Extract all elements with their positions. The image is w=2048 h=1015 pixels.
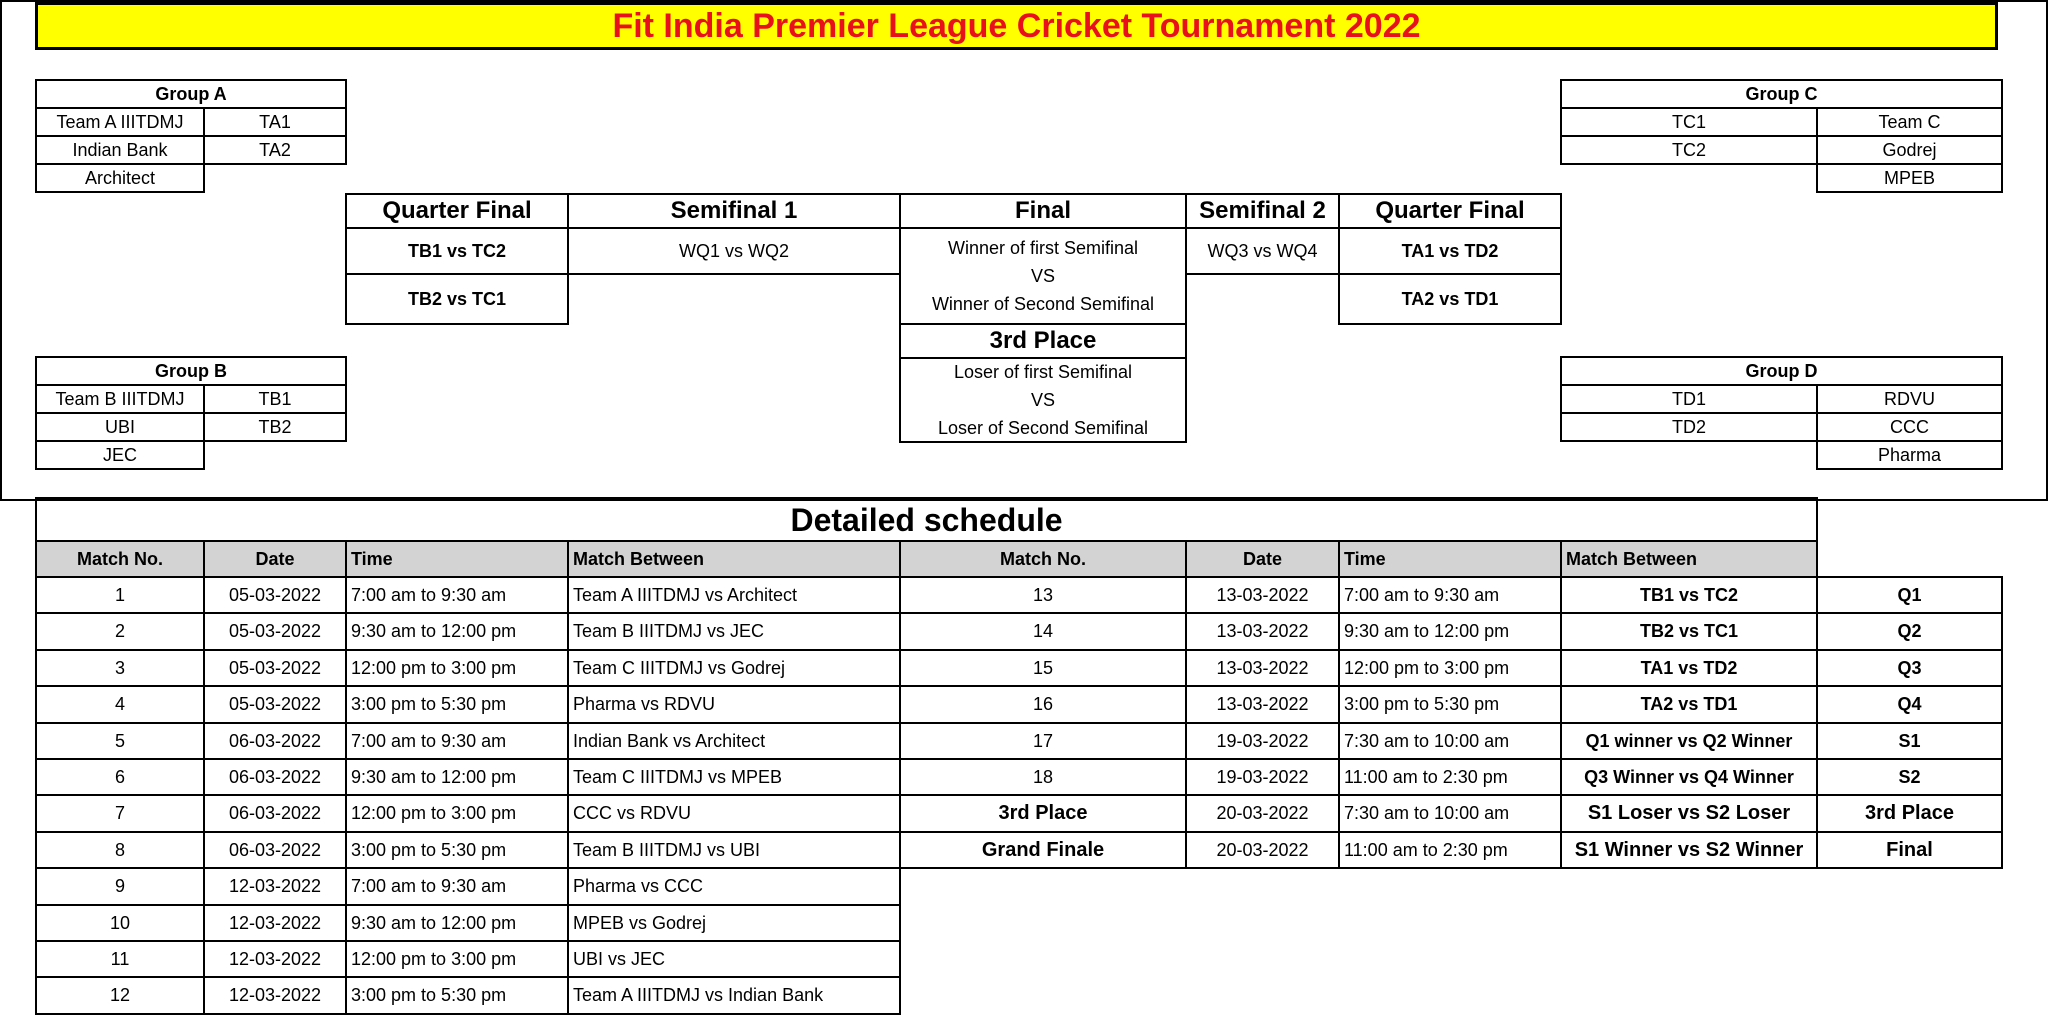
schedule-row-right: 13 [899,576,1187,614]
group-b-team: JEC [35,440,205,470]
third-place-detail-line1: Loser of first Semifinal [953,362,1133,382]
schedule-row-right: Q3 [1816,649,2003,687]
schedule-row-left: MPEB vs Godrej [567,904,901,942]
quarter-final-left-match-1: TB1 vs TC2 [345,227,569,275]
schedule-row-left: 3:00 pm to 5:30 pm [345,831,569,869]
final-detail-line3: Winner of Second Semifinal [931,294,1155,314]
schedule-row-right: 13-03-2022 [1185,576,1340,614]
third-place-detail-line2: VS [1030,390,1055,410]
schedule-row-right: 18 [899,758,1187,796]
schedule-row-left: 11 [35,940,205,978]
schedule-row-right: 7:30 am to 10:00 am [1338,794,1562,833]
schedule-row-right: Q1 [1816,576,2003,614]
group-a-code: TA1 [203,107,347,137]
quarter-final-right-title: Quarter Final [1338,193,1562,229]
schedule-row-right: S1 Winner vs S2 Winner [1560,831,1818,869]
schedule-row-left: Team C IIITDMJ vs MPEB [567,758,901,796]
schedule-row-right: 13-03-2022 [1185,685,1340,724]
group-b-team: UBI [35,412,205,442]
schedule-row-left: 12-03-2022 [203,904,347,942]
group-d-team: TD1 [1560,384,1818,414]
group-c-team: TC2 [1560,135,1818,165]
schedule-row-right: TA2 vs TD1 [1560,685,1818,724]
schedule-row-left: 10 [35,904,205,942]
schedule-row-left: Team B IIITDMJ vs UBI [567,831,901,869]
schedule-row-right: S2 [1816,758,2003,796]
schedule-row-left: 9:30 am to 12:00 pm [345,758,569,796]
schedule-row-left: 3:00 pm to 5:30 pm [345,976,569,1015]
semifinal-2-title: Semifinal 2 [1185,193,1340,229]
schedule-row-left: 06-03-2022 [203,794,347,833]
schedule-row-left: 7:00 am to 9:30 am [345,867,569,906]
schedule-row-left: Indian Bank vs Architect [567,722,901,760]
group-d-code: Pharma [1816,440,2003,470]
schedule-row-right: 19-03-2022 [1185,758,1340,796]
schedule-row-left: Pharma vs RDVU [567,685,901,724]
schedule-row-left: 9 [35,867,205,906]
schedule-row-right: 13-03-2022 [1185,649,1340,687]
quarter-final-right-match-2: TA2 vs TD1 [1338,273,1562,325]
schedule-row-right: Q4 [1816,685,2003,724]
schedule-row-left: 12:00 pm to 3:00 pm [345,794,569,833]
schedule-row-left: 3 [35,649,205,687]
schedule-row-right: Q1 winner vs Q2 Winner [1560,722,1818,760]
schedule-row-left: 12-03-2022 [203,940,347,978]
schedule-row-right: 12:00 pm to 3:00 pm [1338,649,1562,687]
group-a-code: TA2 [203,135,347,165]
schedule-row-left: 06-03-2022 [203,758,347,796]
group-b-team: Team B IIITDMJ [35,384,205,414]
group-c-code: Team C [1816,107,2003,137]
schedule-row-left: 6 [35,758,205,796]
page-title: Fit India Premier League Cricket Tournament 2022 [35,2,1998,50]
schedule-row-left: 05-03-2022 [203,612,347,651]
schedule-row-left: 9:30 am to 12:00 pm [345,612,569,651]
schedule-header: Match Between [1560,540,1818,578]
schedule-row-right: 19-03-2022 [1185,722,1340,760]
group-d-title: Group D [1560,356,2003,386]
schedule-row-right: 7:30 am to 10:00 am [1338,722,1562,760]
schedule-row-right: Q3 Winner vs Q4 Winner [1560,758,1818,796]
schedule-row-right: Final [1816,831,2003,869]
schedule-row-left: 12-03-2022 [203,867,347,906]
schedule-row-left: 1 [35,576,205,614]
group-b-code: TB2 [203,412,347,442]
group-a-team: Architect [35,163,205,193]
schedule-header: Match Between [567,540,901,578]
schedule-title: Detailed schedule [35,497,1818,542]
schedule-header: Time [1338,540,1562,578]
schedule-row-left: 7:00 am to 9:30 am [345,576,569,614]
schedule-row-right: 7:00 am to 9:30 am [1338,576,1562,614]
group-b-code: TB1 [203,384,347,414]
schedule-row-right: 13-03-2022 [1185,612,1340,651]
group-a-title: Group A [35,79,347,109]
group-c-code: MPEB [1816,163,2003,193]
schedule-row-right: 20-03-2022 [1185,794,1340,833]
schedule-row-right: 11:00 am to 2:30 pm [1338,758,1562,796]
schedule-header: Time [345,540,569,578]
final-detail [899,227,1187,325]
schedule-row-right: 17 [899,722,1187,760]
schedule-row-left: 9:30 am to 12:00 pm [345,904,569,942]
schedule-row-left: 12:00 pm to 3:00 pm [345,940,569,978]
group-b-title: Group B [35,356,347,386]
quarter-final-left-title: Quarter Final [345,193,569,229]
schedule-row-left: Pharma vs CCC [567,867,901,906]
schedule-row-right: Grand Finale [899,831,1187,869]
group-c-code: Godrej [1816,135,2003,165]
schedule-row-right: 20-03-2022 [1185,831,1340,869]
schedule-row-left: 5 [35,722,205,760]
schedule-row-right: 9:30 am to 12:00 pm [1338,612,1562,651]
schedule-row-right: S1 Loser vs S2 Loser [1560,794,1818,833]
schedule-row-right: 14 [899,612,1187,651]
semifinal-1-match: WQ1 vs WQ2 [567,227,901,275]
schedule-row-left: 7:00 am to 9:30 am [345,722,569,760]
schedule-row-right: 3:00 pm to 5:30 pm [1338,685,1562,724]
schedule-row-right: TA1 vs TD2 [1560,649,1818,687]
group-a-team: Indian Bank [35,135,205,165]
schedule-row-left: 3:00 pm to 5:30 pm [345,685,569,724]
group-c-title: Group C [1560,79,2003,109]
schedule-row-right: S1 [1816,722,2003,760]
schedule-row-right: 15 [899,649,1187,687]
schedule-row-left: 7 [35,794,205,833]
schedule-row-left: 05-03-2022 [203,685,347,724]
schedule-row-right: 16 [899,685,1187,724]
schedule-row-left: 4 [35,685,205,724]
schedule-row-right: 11:00 am to 2:30 pm [1338,831,1562,869]
final-detail-line1: Winner of first Semifinal [947,238,1139,258]
schedule-row-left: Team A IIITDMJ vs Indian Bank [567,976,901,1015]
schedule-row-left: 12 [35,976,205,1015]
group-c-team: TC1 [1560,107,1818,137]
final-title: Final [899,193,1187,229]
schedule-row-left: 06-03-2022 [203,831,347,869]
schedule-row-left: 12:00 pm to 3:00 pm [345,649,569,687]
schedule-row-left: 12-03-2022 [203,976,347,1015]
final-detail-line2: VS [1030,266,1055,286]
schedule-row-left: 05-03-2022 [203,576,347,614]
group-d-code: CCC [1816,412,2003,442]
schedule-header: Date [1185,540,1340,578]
schedule-row-left: Team A IIITDMJ vs Architect [567,576,901,614]
schedule-header: Match No. [899,540,1187,578]
semifinal-2-match: WQ3 vs WQ4 [1185,227,1340,275]
quarter-final-right-match-1: TA1 vs TD2 [1338,227,1562,275]
quarter-final-left-match-2: TB2 vs TC1 [345,273,569,325]
schedule-row-left: 8 [35,831,205,869]
schedule-row-left: CCC vs RDVU [567,794,901,833]
schedule-row-left: 06-03-2022 [203,722,347,760]
schedule-row-left: Team B IIITDMJ vs JEC [567,612,901,651]
schedule-row-right: TB2 vs TC1 [1560,612,1818,651]
schedule-header: Date [203,540,347,578]
third-place-title: 3rd Place [899,323,1187,359]
group-a-team: Team A IIITDMJ [35,107,205,137]
schedule-row-left: Team C IIITDMJ vs Godrej [567,649,901,687]
schedule-row-right: 3rd Place [899,794,1187,833]
schedule-row-left: UBI vs JEC [567,940,901,978]
semifinal-1-title: Semifinal 1 [567,193,901,229]
schedule-row-left: 2 [35,612,205,651]
group-d-team: TD2 [1560,412,1818,442]
third-place-detail [899,357,1187,443]
schedule-header: Match No. [35,540,205,578]
schedule-row-left: 05-03-2022 [203,649,347,687]
schedule-row-right: TB1 vs TC2 [1560,576,1818,614]
group-d-code: RDVU [1816,384,2003,414]
schedule-row-right: Q2 [1816,612,2003,651]
third-place-detail-line3: Loser of Second Semifinal [937,418,1149,438]
schedule-row-right: 3rd Place [1816,794,2003,833]
